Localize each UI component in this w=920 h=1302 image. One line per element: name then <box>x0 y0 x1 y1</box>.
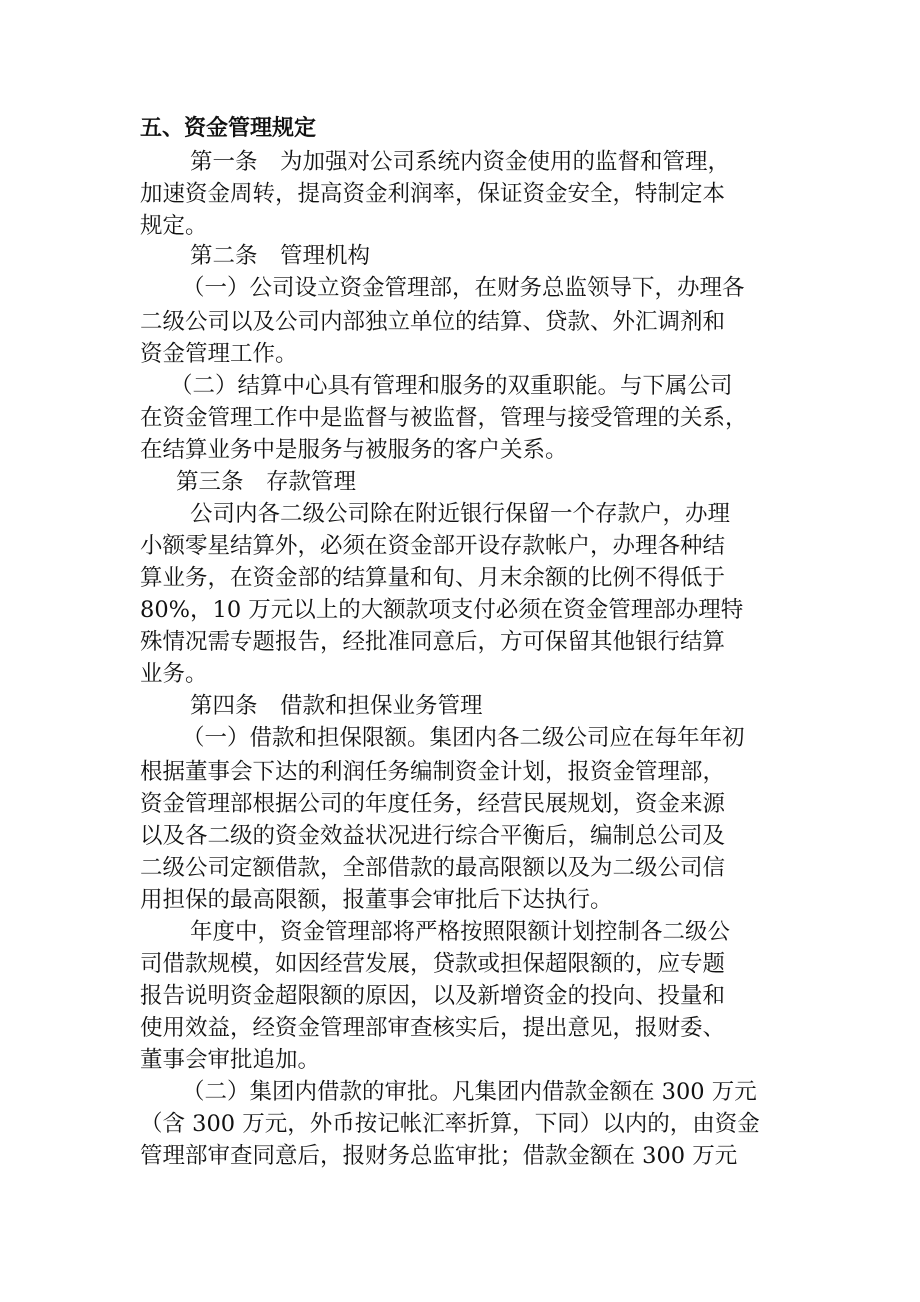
text-line: 规定。 <box>140 213 208 239</box>
text-line: 公司内各二级公司除在附近银行保留一个存款户，办理 <box>190 501 731 527</box>
text-line: 司借款规模，如因经营发展，贷款或担保超限额的，应专题 <box>140 951 726 977</box>
text-line: 第四条 借款和担保业务管理 <box>190 693 483 719</box>
text-line: 根据董事会下达的利润任务编制资金计划，报资金管理部， <box>140 759 726 785</box>
text-line: 资金管理工作。 <box>140 341 298 367</box>
text-line: 管理部审查同意后，报财务总监审批；借款金额在 300 万元 <box>140 1143 738 1169</box>
text-line: 第三条 存款管理 <box>176 469 357 495</box>
text-line: （一）借款和担保限额。集团内各二级公司应在每年年初 <box>182 725 745 751</box>
text-line: 加速资金周转，提高资金利润率，保证资金安全，特制定本 <box>140 181 726 207</box>
text-line: 二级公司以及公司内部独立单位的结算、贷款、外汇调剂和 <box>140 309 726 335</box>
text-line: 80%，10 万元以上的大额款项支付必须在资金管理部办理特 <box>140 597 744 623</box>
text-line: 使用效益，经资金管理部审查核实后，提出意见，报财委、 <box>140 1015 726 1041</box>
text-line: （二）集团内借款的审批。凡集团内借款金额在 300 万元 <box>182 1079 757 1105</box>
text-line: 董事会审批追加。 <box>140 1047 321 1073</box>
text-line: 第一条 为加强对公司系统内资金使用的监督和管理， <box>190 149 731 175</box>
text-line: 殊情况需专题报告，经批准同意后，方可保留其他银行结算 <box>140 629 726 655</box>
text-line: 小额零星结算外，必须在资金部开设存款帐户，办理各种结 <box>140 533 726 559</box>
text-line: （一）公司设立资金管理部，在财务总监领导下，办理各 <box>182 275 745 301</box>
section-heading: 五、资金管理规定 <box>140 116 317 141</box>
text-line: 用担保的最高限额，报董事会审批后下达执行。 <box>140 887 613 913</box>
text-line: （含 300 万元，外币按记帐汇率折算，下同）以内的，由资金 <box>140 1111 760 1137</box>
text-line: 年度中，资金管理部将严格按照限额计划控制各二级公 <box>190 919 731 945</box>
text-line: 以及各二级的资金效益状况进行综合平衡后，编制总公司及 <box>140 823 726 849</box>
text-line: 第二条 管理机构 <box>190 243 371 269</box>
text-line: 在资金管理工作中是监督与被监督，管理与接受管理的关系， <box>140 405 748 431</box>
text-line: 算业务，在资金部的结算量和旬、月末余额的比例不得低于 <box>140 565 726 591</box>
text-line: 二级公司定额借款，全部借款的最高限额以及为二级公司信 <box>140 855 726 881</box>
text-line: 在结算业务中是服务与被服务的客户关系。 <box>140 437 568 463</box>
text-line: 资金管理部根据公司的年度任务，经营民展规划，资金来源 <box>140 791 726 817</box>
text-line: 业务。 <box>140 661 208 687</box>
text-line: （二）结算中心具有管理和服务的双重职能。与下属公司 <box>170 373 733 399</box>
text-line: 报告说明资金超限额的原因，以及新增资金的投向、投量和 <box>140 983 726 1009</box>
